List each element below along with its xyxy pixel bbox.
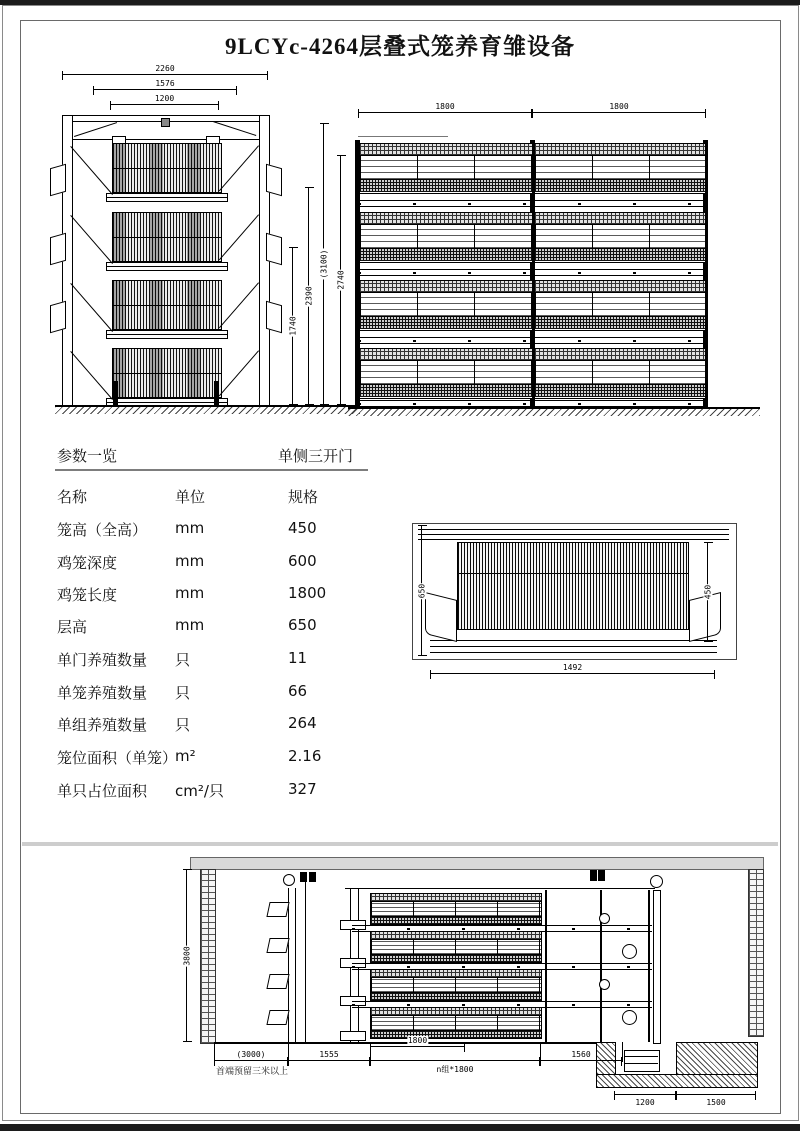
detail-top-line: [418, 539, 729, 540]
tier3-bay1: [359, 280, 533, 331]
tier1-bay2: [534, 143, 706, 194]
door-row: [371, 1016, 541, 1030]
table-row: 单门养殖数量 只 11: [57, 649, 308, 669]
dim-3100: (3100): [323, 123, 324, 405]
table-row: 鸡笼深度 mm 600: [57, 552, 317, 572]
dim-2260: 2260: [62, 74, 268, 75]
mesh-top: [535, 213, 705, 225]
manure-tray-tier2: [106, 262, 228, 271]
mesh-top: [535, 281, 705, 293]
mesh-top: [360, 144, 532, 156]
mesh-bottom: [535, 316, 705, 329]
detail-bottom-line: [430, 652, 717, 653]
table-row: 单组养殖数量 只 264: [57, 714, 317, 734]
feed-hopper-3: [266, 974, 289, 989]
door-row: [360, 361, 532, 384]
mesh-top: [360, 213, 532, 225]
feed-hopper-2: [266, 938, 289, 953]
pit-scraper-line: [624, 1056, 658, 1057]
leg-right: [214, 381, 219, 405]
table-row: 笼位面积（单笼） m² 2.16: [57, 747, 322, 767]
pulley-top-left: [283, 874, 295, 886]
door-row: [360, 225, 532, 248]
dim-450: 450: [707, 542, 708, 642]
mesh-top: [371, 1008, 541, 1016]
dim-3000: (3000): [214, 1060, 288, 1061]
mesh-top: [535, 349, 705, 361]
dim-1560: 1560: [540, 1060, 622, 1061]
params-title: 参数一览: [57, 447, 118, 465]
sheet-bottom-bar: [0, 1124, 800, 1131]
hopper-box: [161, 118, 170, 127]
params-rule: [55, 469, 368, 471]
wall-left: [200, 869, 216, 1044]
dim-1800-bay2: 1800: [532, 112, 706, 113]
detail-bottom-line: [430, 640, 717, 641]
col-unit: 单位: [175, 488, 206, 506]
mesh-top: [535, 144, 705, 156]
dim-3800: 3800: [186, 869, 187, 1042]
door-row: [535, 156, 705, 179]
dim-1800-bay1: 1800: [358, 112, 532, 113]
iv-tier3: [370, 969, 542, 1001]
tier2-bay1: [359, 212, 533, 263]
wall-right: [748, 869, 764, 1037]
door-row: [535, 293, 705, 316]
ground-side-view: [348, 407, 760, 416]
tier2-bay2: [534, 212, 706, 263]
mesh-bottom: [535, 248, 705, 261]
detail-mesh-panel: [457, 542, 689, 630]
pipe-valve: [590, 870, 597, 881]
mesh-top: [371, 932, 541, 940]
belt-drive-roller-2: [622, 1010, 637, 1025]
cage-mesh-tier2: [112, 212, 222, 262]
door-row: [371, 978, 541, 992]
pit-scraper-unit: [624, 1050, 660, 1072]
mesh-bottom: [535, 384, 705, 397]
table-row: 笼高（全高） mm 450: [57, 519, 317, 539]
trough-left-tier2: [50, 233, 66, 266]
ceiling-line: [22, 842, 778, 846]
cage-mesh-tier4: [112, 348, 222, 398]
ground-front-view: [55, 405, 360, 414]
manure-belt-4: [358, 400, 705, 407]
mesh-top: [371, 970, 541, 978]
tier4-bay1: [359, 348, 533, 399]
dim-2740: 2740: [340, 155, 341, 405]
feed-hopper-1: [266, 902, 289, 917]
mesh-top: [371, 894, 541, 902]
dim-650: 650: [421, 525, 422, 656]
mesh-bottom: [371, 992, 541, 1000]
iv-tier1: [370, 893, 542, 925]
table-row: 单只占位面积 cm²/只 327: [57, 780, 317, 800]
egg-belt-line: [358, 136, 448, 137]
mesh-bottom: [360, 384, 532, 397]
feeder-left: [425, 592, 457, 642]
tier4-bay2: [534, 348, 706, 399]
manure-belt-3: [358, 337, 705, 344]
dim-1200: 1200: [614, 1094, 676, 1095]
detail-top-line: [418, 529, 729, 530]
cage-top-line: [345, 888, 655, 889]
dim-1800-install: 1800: [370, 1046, 465, 1047]
detail-bottom-line: [430, 646, 717, 647]
door-row: [535, 361, 705, 384]
mesh-top: [360, 281, 532, 293]
door-row: [360, 156, 532, 179]
iv-tier4: [370, 1007, 542, 1039]
carriage-box-4: [340, 1031, 366, 1041]
dim-1492: 1492: [430, 673, 715, 674]
belt-drive-roller-1: [622, 944, 637, 959]
pulley-small-1: [599, 913, 610, 924]
col-name: 名称: [57, 488, 88, 506]
col-spec: 规格: [288, 488, 319, 506]
front-clearance-note: 首端预留三米以上: [216, 1067, 289, 1077]
mesh-bottom: [371, 1030, 541, 1038]
door-row: [371, 902, 541, 916]
door-row: [360, 293, 532, 316]
dim-1740: 1740: [292, 247, 293, 405]
page-title: 9LCYc-4264层叠式笼养育雏设备: [225, 34, 575, 59]
cage-mesh-tier1: [112, 143, 222, 193]
dim-1576: 1576: [93, 89, 237, 90]
trough-left-tier3: [50, 301, 66, 334]
trough-right-tier1: [266, 164, 282, 197]
tier1-bay1: [359, 143, 533, 194]
manure-tray-tier1: [106, 193, 228, 202]
manure-belt-1: [358, 200, 705, 207]
cage-mesh-tier3: [112, 280, 222, 330]
iv-tier2: [370, 931, 542, 963]
ext-line: [622, 1042, 623, 1062]
dim-n-groups: n组*1800: [370, 1060, 540, 1061]
mesh-bottom: [360, 316, 532, 329]
mesh-bottom: [371, 916, 541, 924]
feed-hopper-4: [266, 1010, 289, 1025]
mesh-bottom: [535, 179, 705, 192]
params-variant: 单侧三开门: [278, 447, 354, 465]
pulley-small-2: [599, 979, 610, 990]
door-row: [535, 225, 705, 248]
table-header-row: [55, 486, 375, 506]
mesh-bottom: [360, 179, 532, 192]
manure-belt-2: [358, 269, 705, 276]
pipe-valve: [300, 872, 307, 882]
table-row: 单笼养殖数量 只 66: [57, 682, 308, 702]
rear-end-plate: [653, 890, 661, 1044]
mesh-bottom: [360, 248, 532, 261]
table-row: 鸡笼长度 mm 1800: [57, 584, 327, 604]
pit-floor: [596, 1074, 758, 1088]
door-row: [371, 940, 541, 954]
trough-right-tier2: [266, 233, 282, 266]
mesh-top: [360, 349, 532, 361]
dim-2390: 2390: [308, 187, 309, 405]
dim-1500: 1500: [676, 1094, 756, 1095]
mesh-bottom: [371, 954, 541, 962]
detail-top-line: [418, 534, 729, 535]
table-row: 层高 mm 650: [57, 616, 317, 636]
leg-left: [113, 381, 118, 405]
rear-post: [648, 890, 650, 1042]
ceiling-slab: [190, 857, 764, 870]
water-pipe: [305, 874, 306, 1042]
pipe-valve: [309, 872, 316, 882]
trough-left-tier1: [50, 164, 66, 197]
dim-1200: 1200: [110, 104, 219, 105]
tier3-bay2: [534, 280, 706, 331]
pipe-valve: [598, 870, 605, 881]
drive-column: [288, 888, 289, 1042]
trough-right-tier3: [266, 301, 282, 334]
dim-1555: 1555: [288, 1060, 370, 1061]
drive-column: [295, 888, 296, 1042]
pit-scraper-line: [624, 1063, 658, 1064]
pulley-top-right: [650, 875, 663, 888]
manure-tray-tier3: [106, 330, 228, 339]
rear-post: [545, 890, 547, 1042]
